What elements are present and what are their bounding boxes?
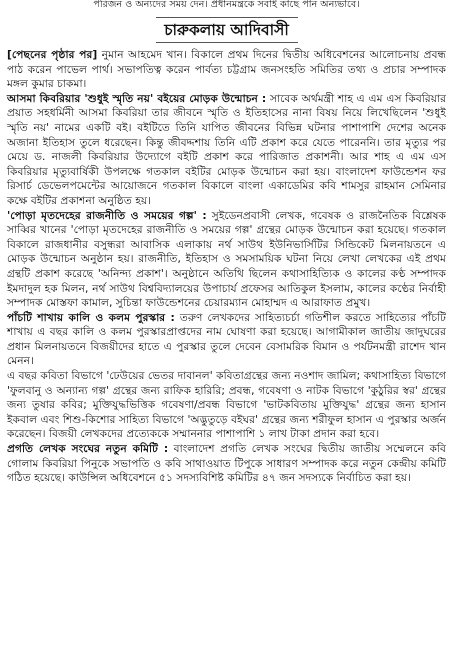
article-paragraph [7, 369, 446, 442]
article-paragraph [7, 48, 446, 92]
paragraph-lead: পাঁচটি শাখায় কালি ও কলম পুরস্কার : [7, 310, 175, 324]
article-paragraph [7, 209, 446, 311]
paragraph-text: তরুণ লেখকদের সাহিত্যচর্চা গতিশীল করতে সাহিত্যের পাঁচটি শাখায় এ বছর কালি ও কলম পুরস্কারপ্রাপ্তদের নাম ঘোষণা করা হয়েছে। আগামীকাল জাতীয় জাদুঘরের প্রধান মিলনায়তনে বিজয়ীদের হাতে এ পুরস্কার তুলে দেবেন বেসামরিক বিমান ও পর্যটনমন্ত্রী রাশেদ খান মেনন। [7, 310, 446, 368]
paragraph-text: নুমান আহমেদ খান। বিকালে প্রথম দিনের দ্বিতীয় অধিবেশনের আলোচনায় প্রবন্ধ পাঠ করেন পাভেল পার্থ। সভাপতিত্ব করেন পার্বত্য চট্টগ্রাম জনসংহতি সমিতির তথ্য ও প্রচার সম্পাদক মঙ্গল কুমার চাকমা। [7, 48, 446, 91]
article-paragraph [7, 92, 446, 209]
paragraph-text: এ বছর কবিতা বিভাগে 'ঢেউয়ের ভেতর দাবানল' কবিতাগ্রন্থের জন্য নওশাদ জামিল; কথাসাহিত্য বিভাগে 'ফুলবানু ও অন্যান্য গল্প' গ্রন্থের জন্য রাফিক হারিরি; প্রবন্ধ, গবেষণা ও নাটক বিভাগে 'কুঠুরির স্বর' গ্রন্থের জন্য তুষার কবির; মুক্তিযুদ্ধভিত্তিক গবেষণা/প্রবন্ধ বিভাগে 'ভাটকবিতায় মুক্তিযুদ্ধ' গ্রন্থের জন্য হাসান ইকবাল এবং শিশু-কিশোর সাহিত্য বিভাগে 'অদ্ভুতুড়ে বইঘর' গ্রন্থের জন্য শরীফুল হাসান এ পুরস্কার অর্জন করেছেন। বিজয়ী লেখকদের প্রত্যেককে সম্মাননার পাশাপাশি ১ লাখ টাকা প্রদান করা হবে। [7, 369, 446, 441]
paragraph-lead: প্রগতি লেখক সংঘের নতুন কমিটি : [7, 442, 169, 456]
paragraph-lead: আসমা কিবরিয়ার 'শুধুই স্মৃতি নয়' বইয়ের মোড়ক উন্মোচন : [7, 91, 267, 105]
article-paragraph [7, 311, 446, 369]
paragraph-text: বাংলাদেশ প্রগতি লেখক সংঘের দ্বিতীয় জাতীয় সম্মেলনে কবি গোলাম কিবরিয়া পিনুকে সভাপতি ও কবি সাথাওয়াত টিপুকে সাধারণ সম্পাদক করে নতুন কেন্দ্রীয় কমিটি গঠিত হয়েছে। কাউন্সিল অধিবেশনে ৫১ সদস্যবিশিষ্ট কমিটির ৪৭ জন সদস্যকে নির্বাচিত করা হয়। [7, 442, 446, 485]
paragraph-lead: [পেছনের পৃষ্ঠার পর] [7, 48, 98, 61]
paragraph-lead: 'পোড়া মৃতদেহের রাজনীতি ও সময়ের গল্প' : [7, 208, 207, 222]
paragraph-text: সুইডেনপ্রবাসী লেখক, গবেষক ও রাজনৈতিক বিশ্লেষক সাব্বির খানের 'পোড়া মৃতদেহের রাজনীতি ও সময়ের গল্প' গ্রন্থের মোড়ক উন্মোচন করা হয়েছে। গতকাল বিকালে রাজধানীর বসুন্ধরা আবাসিক এলাকায় নর্থ সাউথ ইউনিভার্সিটির সিন্ডিকেট মিলনায়তনে এ মোড়ক উন্মোচন অনুষ্ঠান হয়। রাজনীতি, ইতিহাস ও সমসাময়িক ঘটনা নিয়ে লেখা লেখকের এই প্রথম গ্রন্থটি প্রকাশ করেছে 'অনিন্দ্য প্রকাশ'। অনুষ্ঠানে অতিথি ছিলেন কথাসাহিত্যিক ও কালের কণ্ঠ সম্পাদক ইমদাদুল হক মিলন, নর্থ সাউথ বিশ্ববিদ্যালয়ের উপাচার্য প্রফেসর আতিকুল ইসলাম, কালের কণ্ঠের নির্বাহী সম্পাদক মোস্তফা কামাল, সুচিন্তা ফাউন্ডেশনের চেয়ারম্যান মোহাম্মদ এ আরাফাত প্রমুখ। [7, 208, 446, 310]
article-paragraph [7, 442, 446, 486]
headline: চারুকলায় আদিবাসী [156, 17, 298, 43]
paragraph-text: সাবেক অর্থমন্ত্রী শাহ এ এম এস কিবরিয়ার প্রয়াত সহধর্মিনী আসমা কিবরিয়া তার জীবনে স্মৃতি ও ইতিহাসের নানা বিষয় নিয়ে লিখেছিলেন 'শুধুই স্মৃতি নয়' নামের একটি বই। বইটিতে তিনি যাপিত জীবনের বিভিন্ন ঘটনার পাশাপাশি দেশের অনেক অজানা ইতিহাস তুলে ধরেছেন। কিন্তু জীবদ্দশায় তিনি এটি প্রকাশ করে যেতে পারেননি। তার মৃত্যুর পর মেয়ে ড. নাজলী কিবরিয়ার উদ্যোগে বইটি প্রকাশ করে পারিজাত প্রকাশনী। আর শাহ এ এম এস কিবরিয়ার মৃত্যুবার্ষিকী উপলক্ষে গতকাল বইটির মোড়ক উন্মোচন করা হয়। বাংলাদেশ ফাউন্ডেশন ফর রিসার্চ ডেভেলপমেন্টের আয়োজনে গতকাল বিকালে বাংলা একাডেমির কবি শামসুর রাহমান সেমিনার কক্ষে বইটির প্রকাশনা অনুষ্ঠিত হয়। [7, 91, 446, 207]
continued-text-line: পরিজন ও অন্যদের সময় দেন। প্রধানমন্ত্রকে সবাই কাছে পান অন্যভাবে। [93, 0, 360, 10]
